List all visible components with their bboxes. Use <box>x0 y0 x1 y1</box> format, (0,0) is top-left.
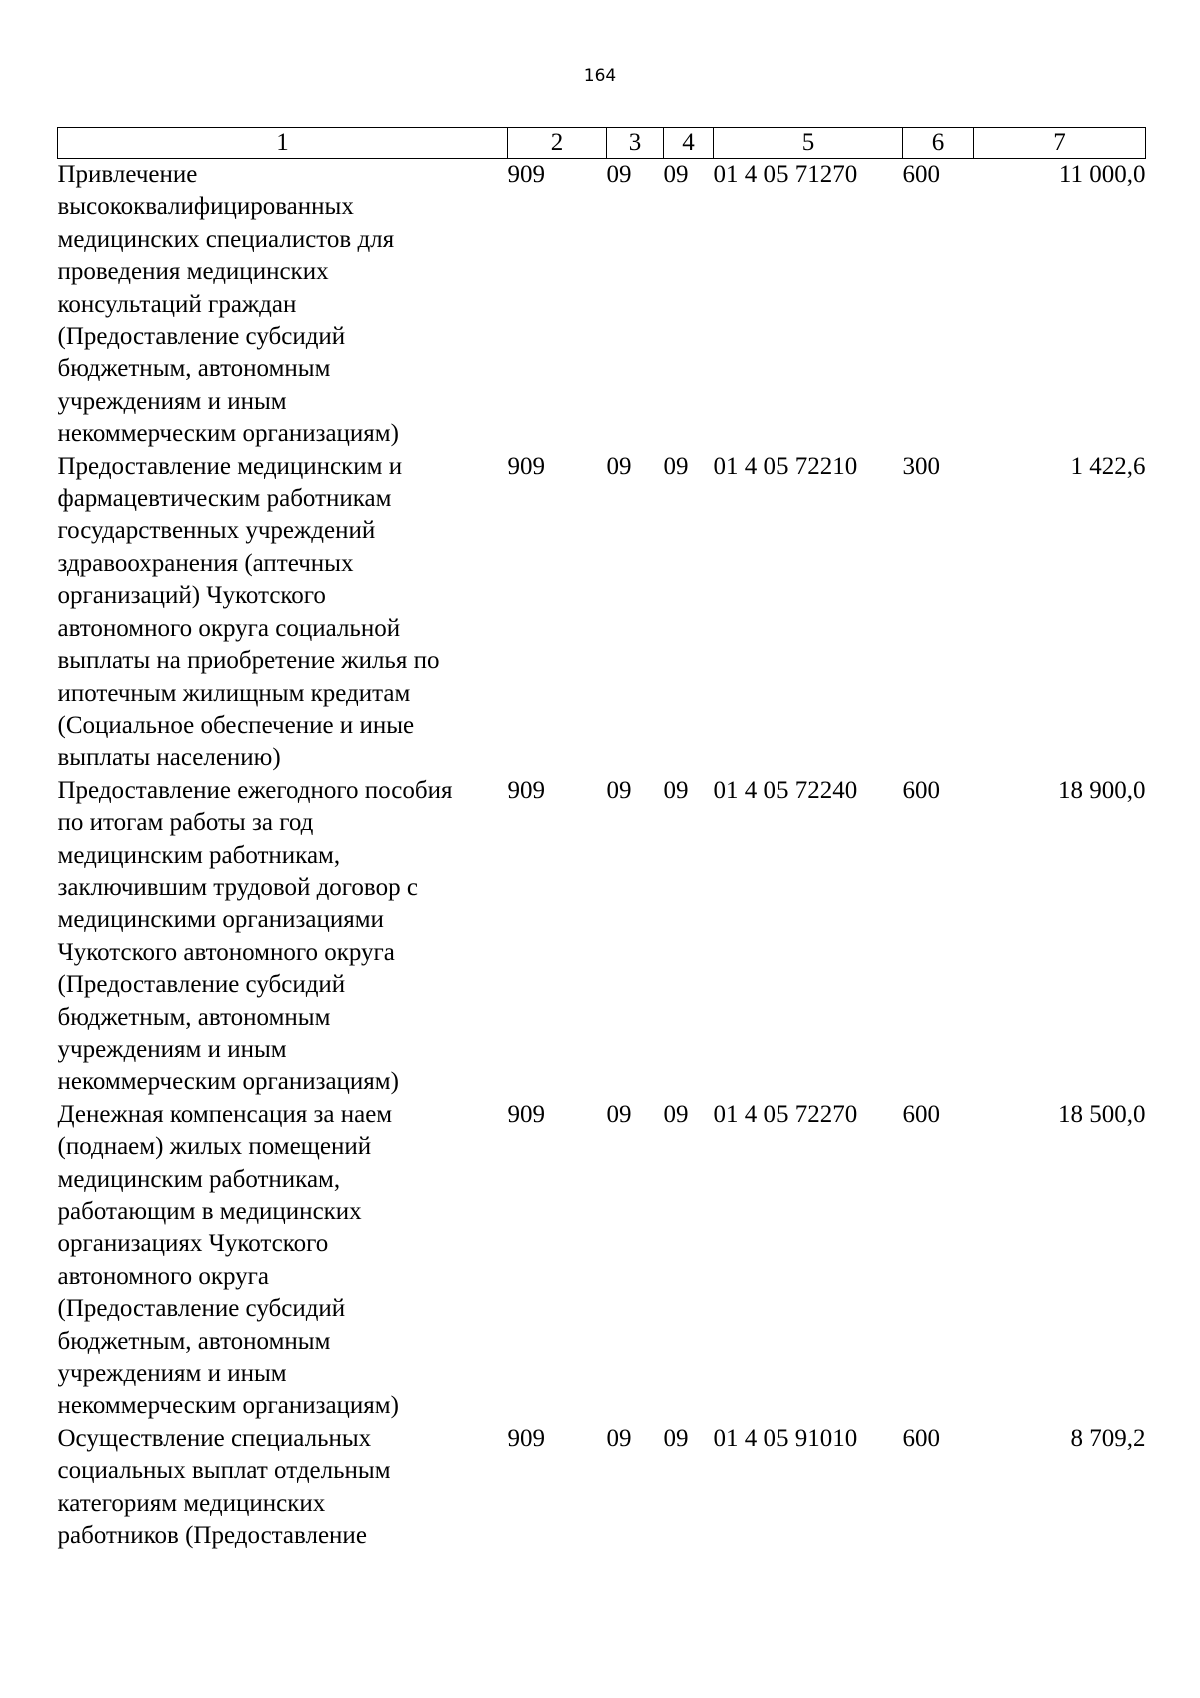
row-description: Осуществление специальных социальных выплат отдельным категориям медицинских работников (Предоставление <box>57 1424 391 1550</box>
row-subsection-code: 09 <box>663 161 689 188</box>
row-amount: 11 000,0 <box>1058 161 1146 188</box>
column-header-2: 2 <box>508 128 607 159</box>
column-header-1: 1 <box>58 128 508 159</box>
row-target-article: 01 4 05 71270 <box>713 161 858 188</box>
row-section-code: 09 <box>606 161 632 188</box>
row-section-code: 09 <box>606 776 632 804</box>
row-amount: 18 900,0 <box>1058 776 1146 804</box>
row-subsection-code: 09 <box>663 452 689 480</box>
row-ministry-code: 909 <box>507 776 545 804</box>
row-description: Привлечение высококвалифицированных медицинских специалистов для проведения медицинских консультаций граждан (Предоставление субсидий бюджетным, автономным учреждениям и иным некоммерческим организациям) <box>57 161 399 448</box>
row-target-article: 01 4 05 72240 <box>713 776 858 804</box>
row-target-article: 01 4 05 72270 <box>713 1100 858 1128</box>
row-expense-type: 600 <box>902 776 940 804</box>
row-ministry-code: 909 <box>507 161 545 188</box>
row-subsection-code: 09 <box>663 1424 689 1452</box>
row-description: Предоставление медицинским и фармацевтическим работникам государственных учреждений здравоохранения (аптечных организаций) Чукотского автономного округа социальной выплаты на приобретение жилья по ипотечным жилищным кредитам (Социальное обеспечение и иные выплаты населению) <box>57 452 440 772</box>
table-row <box>58 1423 1146 1553</box>
table-row <box>58 451 1146 775</box>
column-header-5: 5 <box>714 128 903 159</box>
row-target-article: 01 4 05 91010 <box>713 1424 858 1452</box>
row-ministry-code: 909 <box>507 1100 545 1128</box>
row-expense-type: 300 <box>902 452 940 480</box>
table-header-row <box>58 128 1146 159</box>
table-row <box>58 1099 1146 1423</box>
row-section-code: 09 <box>606 1100 632 1128</box>
row-section-code: 09 <box>606 1424 632 1452</box>
row-ministry-code: 909 <box>507 1424 545 1452</box>
column-header-3: 3 <box>607 128 664 159</box>
row-subsection-code: 09 <box>663 776 689 804</box>
row-description: Предоставление ежегодного пособия по итогам работы за год медицинским работникам, заключившим трудовой договор с медицинскими организациями Чукотского автономного округа (Предоставление субсидий бюджетным, автономным учреждениям и иным некоммерческим организациям) <box>57 776 453 1096</box>
row-expense-type: 600 <box>902 1424 940 1452</box>
row-description: Денежная компенсация за наем (поднаем) жилых помещений медицинским работникам, работающим в медицинских организациях Чукотского автономного округа (Предоставление субсидий бюджетным, автономным учреждениям и иным некоммерческим организациям) <box>57 1100 399 1420</box>
table-row <box>58 159 1146 451</box>
table-row <box>58 775 1146 1099</box>
column-header-6: 6 <box>903 128 974 159</box>
row-amount: 1 422,6 <box>1070 452 1146 480</box>
row-expense-type: 600 <box>902 161 940 188</box>
row-amount: 8 709,2 <box>1070 1424 1146 1452</box>
row-amount: 18 500,0 <box>1058 1100 1146 1128</box>
row-section-code: 09 <box>606 452 632 480</box>
row-target-article: 01 4 05 72210 <box>713 452 858 480</box>
budget-table <box>57 127 1146 1552</box>
column-header-7: 7 <box>974 128 1146 159</box>
column-header-4: 4 <box>664 128 714 159</box>
row-expense-type: 600 <box>902 1100 940 1128</box>
page-number: 164 <box>583 66 617 86</box>
row-subsection-code: 09 <box>663 1100 689 1128</box>
row-ministry-code: 909 <box>507 452 545 480</box>
